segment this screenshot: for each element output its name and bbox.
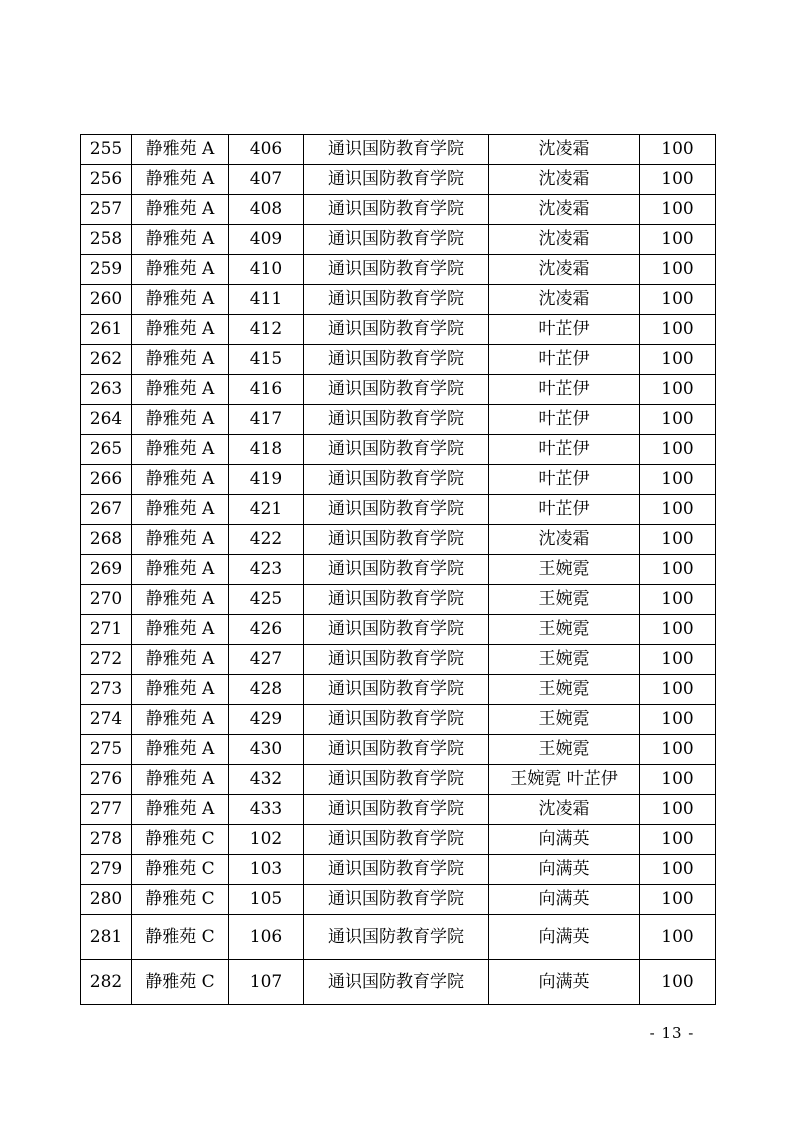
room-number-cell: 406 (229, 135, 304, 165)
room-number-cell: 102 (229, 825, 304, 855)
college-cell: 通识国防教育学院 (304, 825, 489, 855)
table-row (81, 645, 716, 675)
table-row (81, 465, 716, 495)
college-cell: 通识国防教育学院 (304, 135, 489, 165)
building-cell: 静雅苑 C (132, 825, 229, 855)
table-row (81, 735, 716, 765)
building-cell: 静雅苑 A (132, 525, 229, 555)
inspector-name-cell: 王婉霓 (489, 585, 640, 615)
college-cell: 通识国防教育学院 (304, 165, 489, 195)
row-number-cell: 260 (81, 285, 132, 315)
building-cell: 静雅苑 C (132, 855, 229, 885)
score-cell: 100 (640, 960, 716, 1005)
room-number-cell: 417 (229, 405, 304, 435)
college-cell: 通识国防教育学院 (304, 855, 489, 885)
score-cell: 100 (640, 495, 716, 525)
college-cell: 通识国防教育学院 (304, 495, 489, 525)
room-number-cell: 103 (229, 855, 304, 885)
score-cell: 100 (640, 675, 716, 705)
college-cell: 通识国防教育学院 (304, 735, 489, 765)
row-number-cell: 258 (81, 225, 132, 255)
row-number-cell: 281 (81, 915, 132, 960)
building-cell: 静雅苑 A (132, 585, 229, 615)
row-number-cell: 277 (81, 795, 132, 825)
inspector-name-cell: 王婉霓 (489, 555, 640, 585)
table-row (81, 165, 716, 195)
inspector-name-cell: 叶芷伊 (489, 405, 640, 435)
college-cell: 通识国防教育学院 (304, 585, 489, 615)
page-number: - 13 - (649, 1024, 695, 1042)
building-cell: 静雅苑 C (132, 915, 229, 960)
score-cell: 100 (640, 915, 716, 960)
inspector-name-cell: 向满英 (489, 960, 640, 1005)
inspector-name-cell: 沈凌霜 (489, 795, 640, 825)
score-cell: 100 (640, 165, 716, 195)
room-number-cell: 421 (229, 495, 304, 525)
building-cell: 静雅苑 A (132, 705, 229, 735)
table-row (81, 885, 716, 915)
college-cell: 通识国防教育学院 (304, 315, 489, 345)
table-row (81, 375, 716, 405)
inspector-name-cell: 王婉霓 (489, 615, 640, 645)
row-number-cell: 262 (81, 345, 132, 375)
room-number-cell: 411 (229, 285, 304, 315)
room-number-cell: 422 (229, 525, 304, 555)
dormitory-score-table (80, 134, 716, 1005)
college-cell: 通识国防教育学院 (304, 525, 489, 555)
room-number-cell: 425 (229, 585, 304, 615)
room-number-cell: 429 (229, 705, 304, 735)
inspector-name-cell: 沈凌霜 (489, 195, 640, 225)
inspector-name-cell: 向满英 (489, 825, 640, 855)
inspector-name-cell: 叶芷伊 (489, 315, 640, 345)
score-cell: 100 (640, 585, 716, 615)
college-cell: 通识国防教育学院 (304, 645, 489, 675)
building-cell: 静雅苑 A (132, 615, 229, 645)
college-cell: 通识国防教育学院 (304, 795, 489, 825)
college-cell: 通识国防教育学院 (304, 915, 489, 960)
inspector-name-cell: 叶芷伊 (489, 435, 640, 465)
table-row (81, 195, 716, 225)
room-number-cell: 428 (229, 675, 304, 705)
row-number-cell: 266 (81, 465, 132, 495)
inspector-name-cell: 叶芷伊 (489, 495, 640, 525)
building-cell: 静雅苑 A (132, 555, 229, 585)
row-number-cell: 282 (81, 960, 132, 1005)
college-cell: 通识国防教育学院 (304, 465, 489, 495)
row-number-cell: 257 (81, 195, 132, 225)
inspector-name-cell: 沈凌霜 (489, 225, 640, 255)
building-cell: 静雅苑 A (132, 345, 229, 375)
table-row (81, 585, 716, 615)
inspector-name-cell: 向满英 (489, 855, 640, 885)
table-row (81, 825, 716, 855)
row-number-cell: 276 (81, 765, 132, 795)
table-row (81, 960, 716, 1005)
inspector-name-cell: 向满英 (489, 915, 640, 960)
row-number-cell: 264 (81, 405, 132, 435)
inspector-name-cell: 沈凌霜 (489, 255, 640, 285)
row-number-cell: 265 (81, 435, 132, 465)
room-number-cell: 410 (229, 255, 304, 285)
building-cell: 静雅苑 A (132, 135, 229, 165)
building-cell: 静雅苑 A (132, 255, 229, 285)
inspector-name-cell: 王婉霓 (489, 705, 640, 735)
college-cell: 通识国防教育学院 (304, 255, 489, 285)
room-number-cell: 409 (229, 225, 304, 255)
table-row (81, 495, 716, 525)
room-number-cell: 416 (229, 375, 304, 405)
score-cell: 100 (640, 855, 716, 885)
row-number-cell: 279 (81, 855, 132, 885)
row-number-cell: 273 (81, 675, 132, 705)
building-cell: 静雅苑 A (132, 195, 229, 225)
score-cell: 100 (640, 255, 716, 285)
room-number-cell: 430 (229, 735, 304, 765)
room-number-cell: 423 (229, 555, 304, 585)
college-cell: 通识国防教育学院 (304, 285, 489, 315)
college-cell: 通识国防教育学院 (304, 615, 489, 645)
score-cell: 100 (640, 795, 716, 825)
row-number-cell: 274 (81, 705, 132, 735)
building-cell: 静雅苑 A (132, 495, 229, 525)
room-number-cell: 433 (229, 795, 304, 825)
building-cell: 静雅苑 A (132, 405, 229, 435)
building-cell: 静雅苑 A (132, 735, 229, 765)
building-cell: 静雅苑 A (132, 225, 229, 255)
row-number-cell: 280 (81, 885, 132, 915)
building-cell: 静雅苑 A (132, 165, 229, 195)
room-number-cell: 415 (229, 345, 304, 375)
inspector-name-cell: 叶芷伊 (489, 345, 640, 375)
college-cell: 通识国防教育学院 (304, 345, 489, 375)
college-cell: 通识国防教育学院 (304, 705, 489, 735)
row-number-cell: 271 (81, 615, 132, 645)
inspector-name-cell: 沈凌霜 (489, 165, 640, 195)
score-cell: 100 (640, 285, 716, 315)
room-number-cell: 426 (229, 615, 304, 645)
building-cell: 静雅苑 C (132, 885, 229, 915)
room-number-cell: 432 (229, 765, 304, 795)
inspector-name-cell: 王婉霓 (489, 675, 640, 705)
table-row (81, 615, 716, 645)
score-cell: 100 (640, 885, 716, 915)
building-cell: 静雅苑 A (132, 315, 229, 345)
score-cell: 100 (640, 135, 716, 165)
college-cell: 通识国防教育学院 (304, 675, 489, 705)
row-number-cell: 272 (81, 645, 132, 675)
inspector-name-cell: 沈凌霜 (489, 285, 640, 315)
inspector-name-cell: 沈凌霜 (489, 135, 640, 165)
building-cell: 静雅苑 A (132, 765, 229, 795)
room-number-cell: 105 (229, 885, 304, 915)
score-cell: 100 (640, 735, 716, 765)
table-row (81, 705, 716, 735)
inspector-name-cell: 王婉霓 叶芷伊 (489, 765, 640, 795)
inspector-name-cell: 王婉霓 (489, 645, 640, 675)
room-number-cell: 106 (229, 915, 304, 960)
building-cell: 静雅苑 A (132, 465, 229, 495)
building-cell: 静雅苑 A (132, 645, 229, 675)
room-number-cell: 419 (229, 465, 304, 495)
score-cell: 100 (640, 465, 716, 495)
college-cell: 通识国防教育学院 (304, 195, 489, 225)
score-cell: 100 (640, 705, 716, 735)
college-cell: 通识国防教育学院 (304, 225, 489, 255)
score-cell: 100 (640, 315, 716, 345)
inspector-name-cell: 王婉霓 (489, 735, 640, 765)
table-row (81, 315, 716, 345)
room-number-cell: 407 (229, 165, 304, 195)
score-cell: 100 (640, 225, 716, 255)
score-cell: 100 (640, 195, 716, 225)
score-cell: 100 (640, 825, 716, 855)
table-body (81, 135, 716, 1005)
table-row (81, 675, 716, 705)
score-cell: 100 (640, 525, 716, 555)
row-number-cell: 256 (81, 165, 132, 195)
college-cell: 通识国防教育学院 (304, 960, 489, 1005)
building-cell: 静雅苑 A (132, 375, 229, 405)
room-number-cell: 412 (229, 315, 304, 345)
row-number-cell: 261 (81, 315, 132, 345)
table-row (81, 525, 716, 555)
college-cell: 通识国防教育学院 (304, 765, 489, 795)
table-row (81, 405, 716, 435)
row-number-cell: 275 (81, 735, 132, 765)
table-row (81, 855, 716, 885)
college-cell: 通识国防教育学院 (304, 555, 489, 585)
college-cell: 通识国防教育学院 (304, 435, 489, 465)
table-row (81, 225, 716, 255)
score-cell: 100 (640, 375, 716, 405)
row-number-cell: 270 (81, 585, 132, 615)
row-number-cell: 267 (81, 495, 132, 525)
room-number-cell: 107 (229, 960, 304, 1005)
row-number-cell: 263 (81, 375, 132, 405)
score-cell: 100 (640, 555, 716, 585)
table-row (81, 345, 716, 375)
inspector-name-cell: 叶芷伊 (489, 375, 640, 405)
row-number-cell: 255 (81, 135, 132, 165)
table-row (81, 555, 716, 585)
row-number-cell: 259 (81, 255, 132, 285)
inspector-name-cell: 向满英 (489, 885, 640, 915)
table-row (81, 435, 716, 465)
building-cell: 静雅苑 A (132, 285, 229, 315)
score-cell: 100 (640, 615, 716, 645)
room-number-cell: 408 (229, 195, 304, 225)
score-cell: 100 (640, 345, 716, 375)
college-cell: 通识国防教育学院 (304, 885, 489, 915)
table-row (81, 285, 716, 315)
table-row (81, 255, 716, 285)
table-row (81, 135, 716, 165)
building-cell: 静雅苑 A (132, 435, 229, 465)
building-cell: 静雅苑 A (132, 675, 229, 705)
table-row (81, 915, 716, 960)
score-cell: 100 (640, 645, 716, 675)
building-cell: 静雅苑 C (132, 960, 229, 1005)
room-number-cell: 418 (229, 435, 304, 465)
table-row (81, 765, 716, 795)
row-number-cell: 278 (81, 825, 132, 855)
score-cell: 100 (640, 405, 716, 435)
row-number-cell: 269 (81, 555, 132, 585)
building-cell: 静雅苑 A (132, 795, 229, 825)
inspector-name-cell: 沈凌霜 (489, 525, 640, 555)
table-row (81, 795, 716, 825)
row-number-cell: 268 (81, 525, 132, 555)
score-cell: 100 (640, 765, 716, 795)
college-cell: 通识国防教育学院 (304, 375, 489, 405)
college-cell: 通识国防教育学院 (304, 405, 489, 435)
inspector-name-cell: 叶芷伊 (489, 465, 640, 495)
room-number-cell: 427 (229, 645, 304, 675)
score-cell: 100 (640, 435, 716, 465)
